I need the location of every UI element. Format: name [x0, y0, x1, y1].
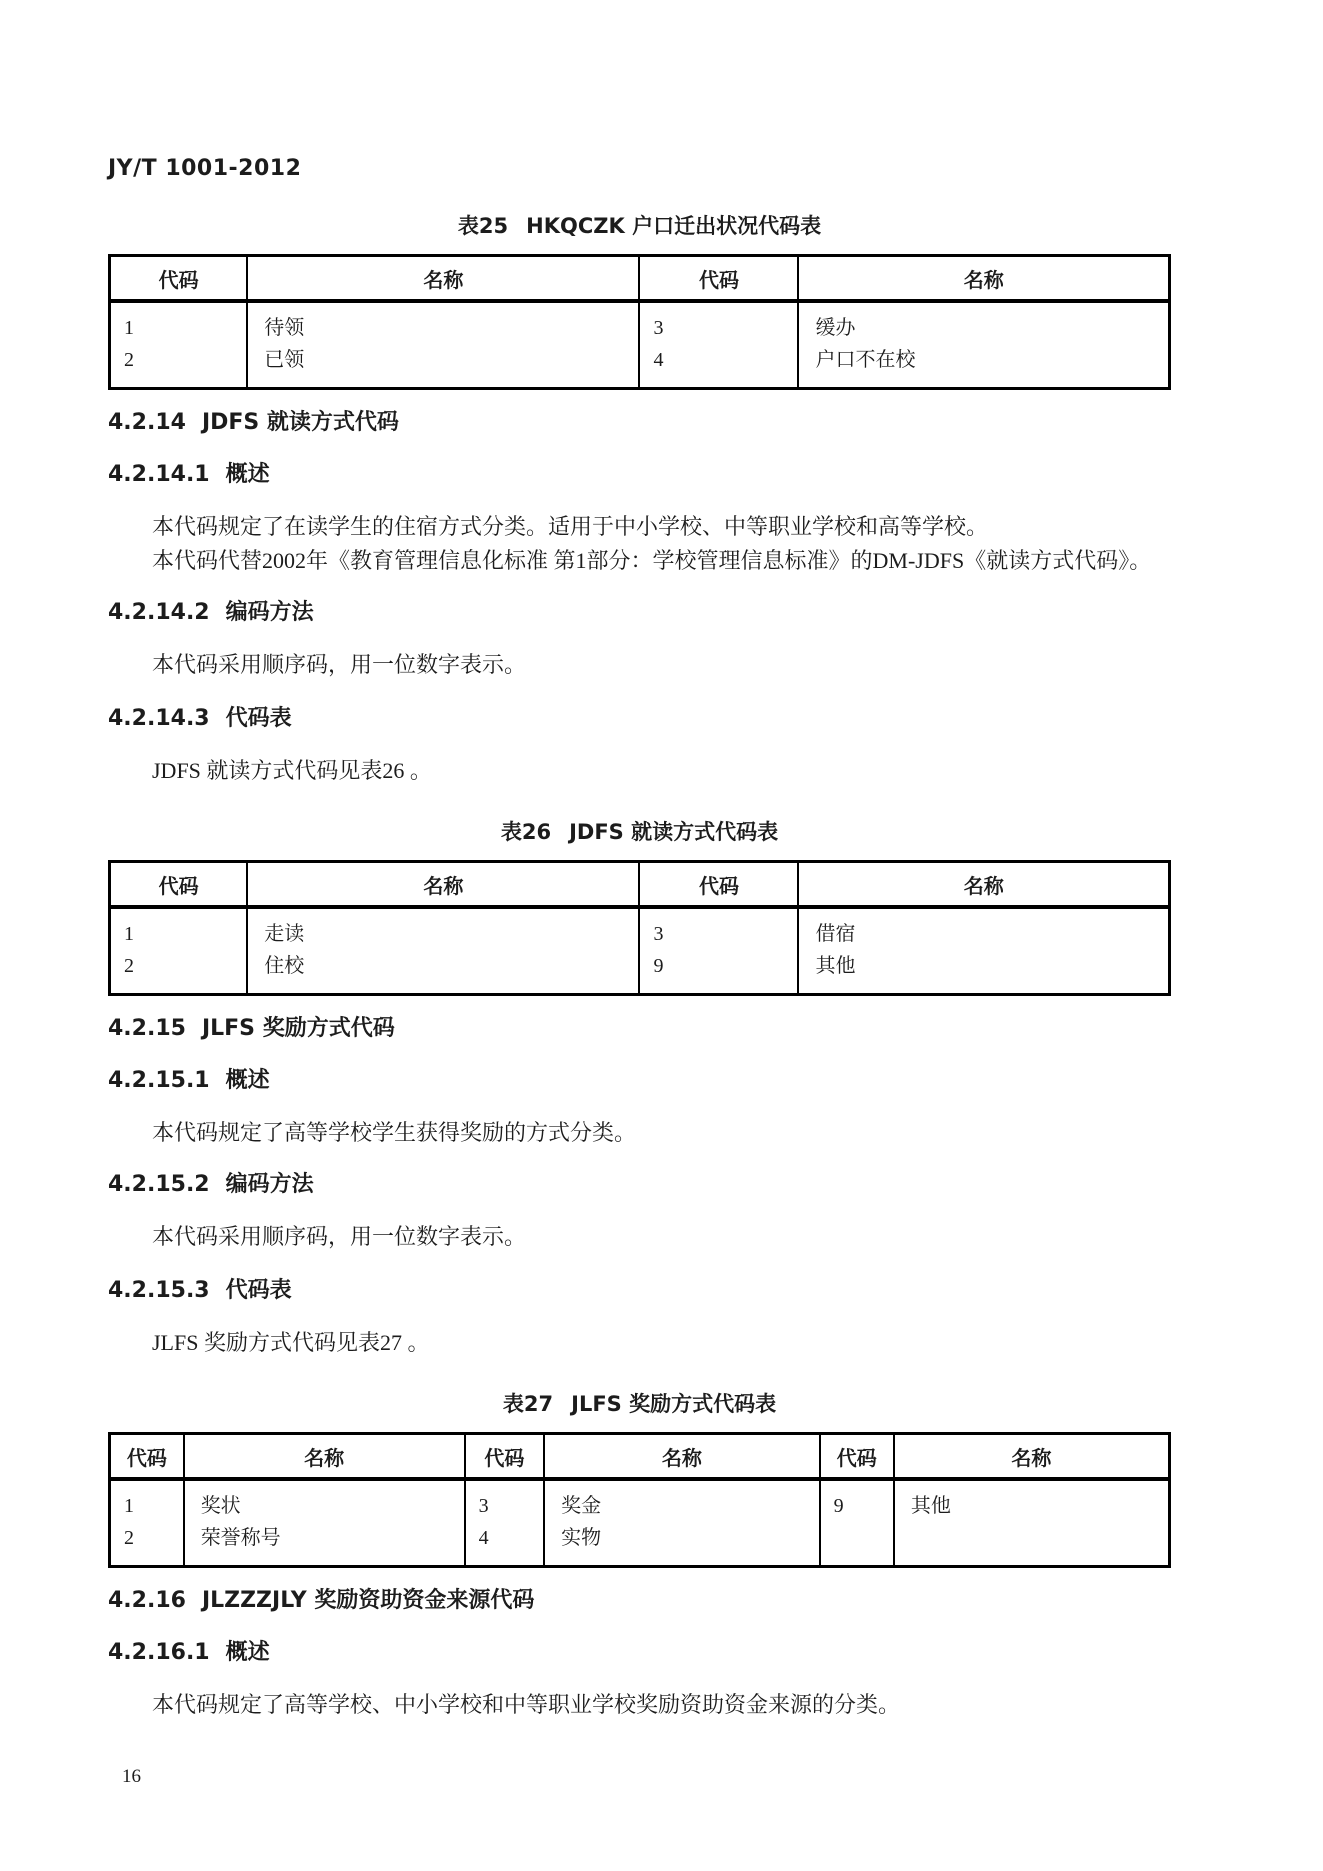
subsection-heading-4-2-14-2 — [108, 600, 1171, 626]
name-cell: 已领 — [247, 344, 639, 389]
body-paragraph: 本代码规定了高等学校、中小学校和中等职业学校奖励资助资金来源的分类。 — [152, 1692, 901, 1717]
column-header: 代码 — [110, 1434, 184, 1480]
section-number: 4.2.14.2 — [108, 600, 210, 625]
column-header: 名称 — [894, 1434, 1170, 1480]
table26-title: JDFS 就读方式代码表 — [569, 820, 779, 844]
table-25 — [108, 254, 1171, 390]
section-number: 4.2.16 — [108, 1588, 186, 1613]
column-header: 名称 — [798, 862, 1169, 908]
section-number: 4.2.15.3 — [108, 1278, 210, 1303]
section-number: 4.2.14.3 — [108, 706, 210, 731]
table-row — [110, 1522, 1170, 1567]
name-cell: 缓办 — [798, 301, 1169, 344]
code-cell: 1 — [124, 317, 134, 339]
name-cell: 住校 — [247, 950, 639, 995]
name-cell: 奖金 — [544, 1479, 820, 1522]
section-number: 4.2.14.1 — [108, 462, 210, 487]
subsection-heading-4-2-15-2 — [108, 1172, 1171, 1198]
table-row — [110, 1479, 1170, 1522]
doc-code: JY/T 1001-2012 — [108, 156, 302, 181]
body-paragraph: JLFS 奖励方式代码见表27 。 — [152, 1330, 430, 1355]
body-paragraph: 本代码代替2002年《教育管理信息化标准 第1部分：学校管理信息标准》的DM-JDFS《就读方式代码》。 — [152, 548, 1152, 573]
name-cell: 走读 — [247, 907, 639, 950]
page-number: 16 — [122, 1766, 141, 1787]
column-header: 代码 — [110, 256, 248, 302]
section-title: 概述 — [225, 1640, 270, 1665]
column-header: 名称 — [798, 256, 1169, 302]
column-header: 代码 — [639, 862, 798, 908]
section-heading-4-2-14 — [108, 410, 1171, 436]
subsection-heading-4-2-14-1 — [108, 462, 1171, 488]
name-cell: 其他 — [894, 1479, 1170, 1522]
section-title: 代码表 — [225, 1278, 292, 1303]
code-cell — [820, 1522, 894, 1567]
section-number: 4.2.16.1 — [108, 1640, 210, 1665]
section-title: 概述 — [225, 1068, 270, 1093]
column-header: 名称 — [184, 1434, 465, 1480]
section-number: 4.2.15.2 — [108, 1172, 210, 1197]
code-cell: 3 — [465, 1479, 545, 1522]
code-cell: 4 — [465, 1522, 545, 1567]
name-cell — [894, 1522, 1170, 1567]
code-cell: 4 — [639, 344, 798, 389]
column-header: 名称 — [544, 1434, 820, 1480]
name-cell: 实物 — [544, 1522, 820, 1567]
table-row — [110, 907, 1170, 950]
code-cell: 3 — [639, 907, 798, 950]
body-paragraph: JDFS 就读方式代码见表26 。 — [152, 758, 432, 783]
code-cell: 1 — [124, 923, 134, 945]
body-paragraph: 本代码采用顺序码，用一位数字表示。 — [152, 1224, 527, 1249]
table-row — [110, 950, 1170, 995]
table-header-row — [110, 256, 1170, 302]
section-title: 编码方法 — [225, 1172, 314, 1197]
code-cell: 2 — [124, 349, 134, 371]
table26-caption — [108, 818, 1171, 846]
subsection-heading-4-2-15-3 — [108, 1278, 1171, 1304]
section-title: 代码表 — [225, 706, 292, 731]
name-cell: 奖状 — [184, 1479, 465, 1522]
name-cell: 待领 — [247, 301, 639, 344]
table-row — [110, 301, 1170, 344]
table26-label: 表26 — [500, 820, 552, 844]
code-cell: 9 — [639, 950, 798, 995]
column-header: 名称 — [247, 256, 639, 302]
column-header: 代码 — [639, 256, 798, 302]
section-title: 概述 — [225, 462, 270, 487]
section-title: JDFS 就读方式代码 — [201, 410, 399, 435]
name-cell: 荣誉称号 — [184, 1522, 465, 1567]
column-header: 代码 — [820, 1434, 894, 1480]
body-paragraph: 本代码规定了高等学校学生获得奖励的方式分类。 — [152, 1120, 637, 1145]
section-heading-4-2-15 — [108, 1016, 1171, 1042]
column-header: 名称 — [247, 862, 639, 908]
code-cell: 9 — [820, 1479, 894, 1522]
table27-label: 表27 — [502, 1392, 554, 1416]
body-paragraph: 本代码采用顺序码，用一位数字表示。 — [152, 652, 527, 677]
table-26 — [108, 860, 1171, 996]
column-header: 代码 — [465, 1434, 545, 1480]
section-title: JLZZZJLY 奖励资助资金来源代码 — [201, 1588, 535, 1613]
section-title: 编码方法 — [225, 600, 314, 625]
section-number: 4.2.14 — [108, 410, 186, 435]
subsection-heading-4-2-16-1 — [108, 1640, 1171, 1666]
table25-caption — [108, 212, 1171, 240]
section-title: JLFS 奖励方式代码 — [201, 1016, 395, 1041]
body-paragraph: 本代码规定了在读学生的住宿方式分类。适用于中小学校、中等职业学校和高等学校。 — [152, 514, 989, 539]
name-cell: 借宿 — [798, 907, 1169, 950]
code-cell: 1 — [124, 1495, 134, 1517]
table27-title: JLFS 奖励方式代码表 — [571, 1392, 777, 1416]
table-header-row — [110, 862, 1170, 908]
subsection-heading-4-2-15-1 — [108, 1068, 1171, 1094]
name-cell: 其他 — [798, 950, 1169, 995]
section-number: 4.2.15.1 — [108, 1068, 210, 1093]
table-row — [110, 344, 1170, 389]
section-number: 4.2.15 — [108, 1016, 186, 1041]
subsection-heading-4-2-14-3 — [108, 706, 1171, 732]
name-cell: 户口不在校 — [798, 344, 1169, 389]
table25-label: 表25 — [457, 214, 509, 238]
table-header-row — [110, 1434, 1170, 1480]
table27-caption — [108, 1390, 1171, 1418]
code-cell: 2 — [124, 1527, 134, 1549]
table-27 — [108, 1432, 1171, 1568]
table25-title: HKQCZK 户口迁出状况代码表 — [526, 214, 822, 238]
code-cell: 3 — [639, 301, 798, 344]
column-header: 代码 — [110, 862, 248, 908]
section-heading-4-2-16 — [108, 1588, 1171, 1614]
code-cell: 2 — [124, 955, 134, 977]
